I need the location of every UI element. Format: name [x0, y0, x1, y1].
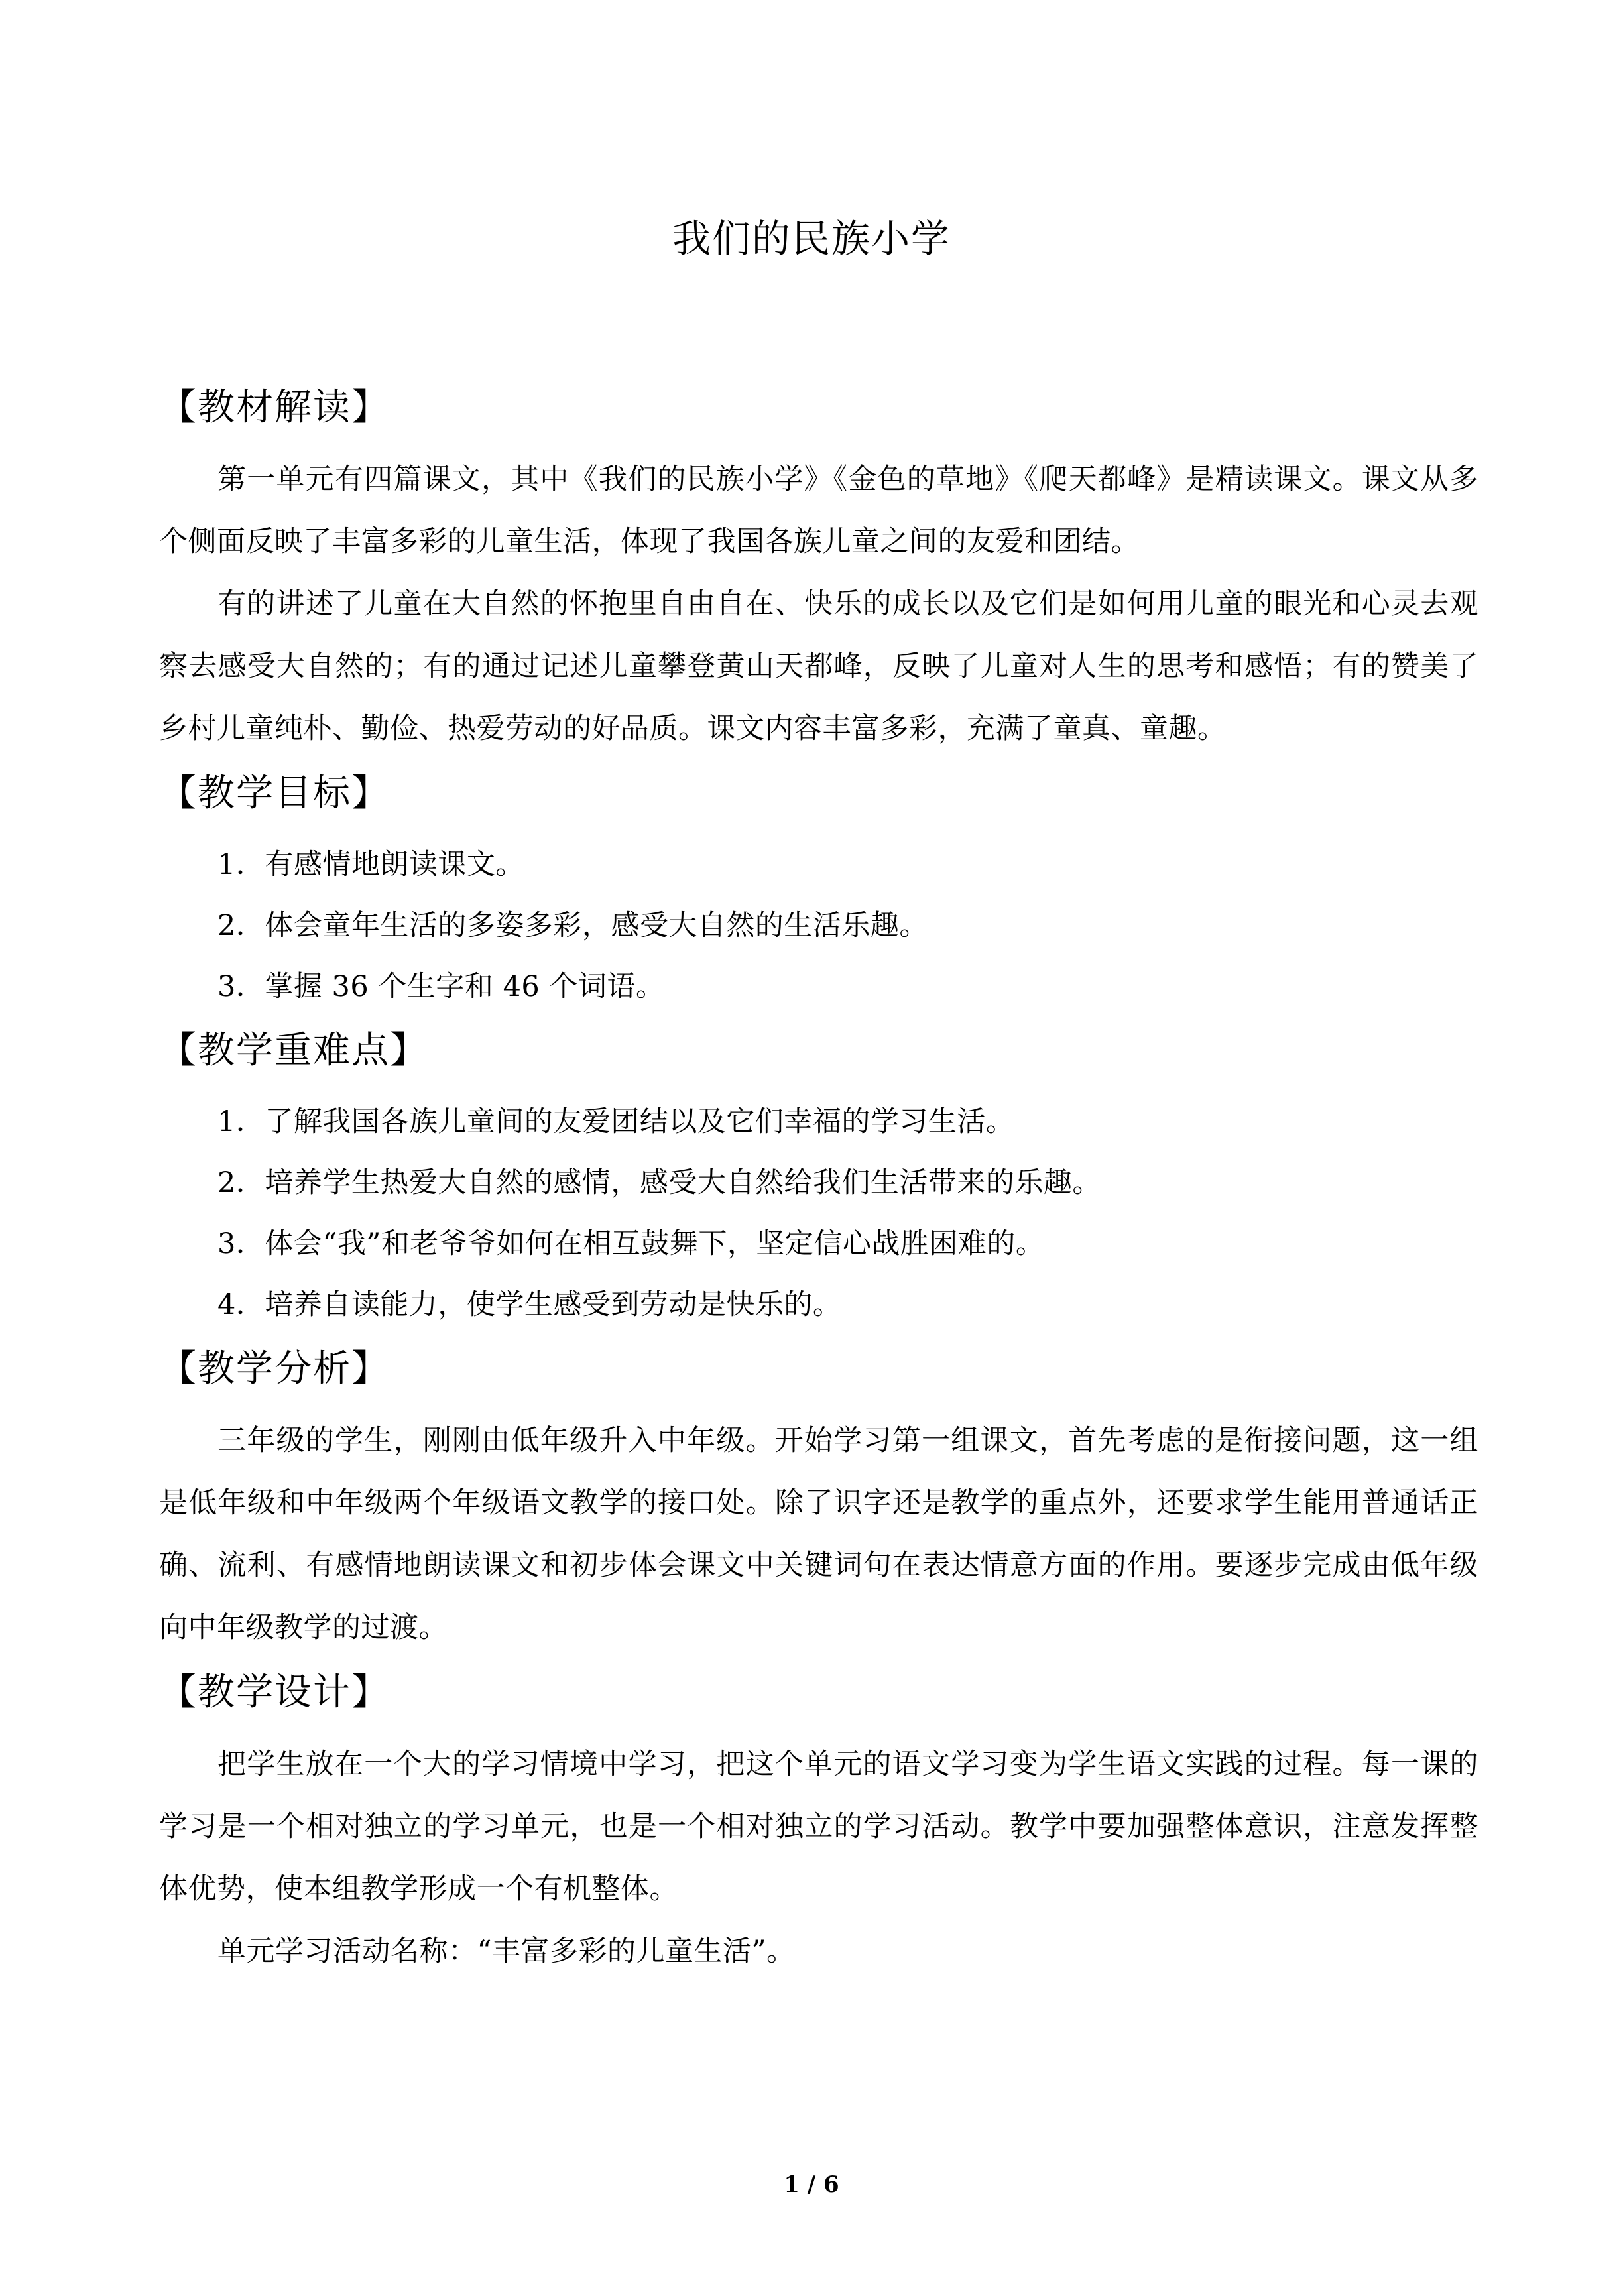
list-item: 4．培养自读能力，使学生感受到劳动是快乐的。 [217, 1288, 842, 1321]
section-heading: 【教材解读】 [159, 386, 390, 429]
section-textbook-interpretation [159, 378, 1478, 760]
section-teaching-design [159, 1663, 1478, 1982]
paragraph: 第一单元有四篇课文，其中《我们的民族小学》《金色的草地》《爬天都峰》是精读课文。课文从多个侧面反映了丰富多彩的儿童生活，体现了我国各族儿童之间的友爱和团结。 [159, 463, 1478, 558]
section-heading: 【教学分析】 [159, 1347, 390, 1390]
list-item: 1．了解我国各族儿童间的友爱团结以及它们幸福的学习生活。 [217, 1105, 1015, 1138]
list-item: 3．掌握 36 个生字和 46 个词语。 [217, 970, 665, 1003]
section-teaching-analysis [159, 1339, 1478, 1659]
page-number: 1 / 6 [784, 2171, 839, 2198]
list-item: 1．有感情地朗读课文。 [217, 848, 524, 881]
section-heading: 【教学设计】 [159, 1671, 390, 1714]
document-title: 我们的民族小学 [672, 216, 951, 261]
paragraph: 有的讲述了儿童在大自然的怀抱里自由自在、快乐的成长以及它们是如何用儿童的眼光和心灵去观察去感受大自然的；有的通过记述儿童攀登黄山天都峰，反映了儿童对人生的思考和感悟；有的赞美了乡村儿童纯朴、勤俭、热爱劳动的好品质。课文内容丰富多彩，充满了童真、童趣。 [159, 587, 1478, 745]
list-item: 2．体会童年生活的多姿多彩，感受大自然的生活乐趣。 [217, 909, 928, 942]
list-item: 2．培养学生热爱大自然的感情，感受大自然给我们生活带来的乐趣。 [217, 1166, 1101, 1199]
section-key-difficulties [159, 1021, 1478, 1335]
section-teaching-objectives [159, 764, 1478, 1017]
section-heading: 【教学目标】 [159, 772, 390, 815]
list-item: 3．体会“我”和老爷爷如何在相互鼓舞下，坚定信心战胜困难的。 [217, 1227, 1045, 1260]
document-body [159, 378, 1478, 1986]
section-heading: 【教学重难点】 [159, 1029, 428, 1072]
paragraph: 把学生放在一个大的学习情境中学习，把这个单元的语文学习变为学生语文实践的过程。每一课的学习是一个相对独立的学习单元，也是一个相对独立的学习活动。教学中要加强整体意识，注意发挥整体优势，使本组教学形成一个有机整体。 [159, 1748, 1478, 1905]
paragraph: 三年级的学生，刚刚由低年级升入中年级。开始学习第一组课文，首先考虑的是衔接问题，这一组是低年级和中年级两个年级语文教学的接口处。除了识字还是教学的重点外，还要求学生能用普通话正确、流利、有感情地朗读课文和初步体会课文中关键词句在表达情意方面的作用。要逐步完成由低年级向中年级教学的过渡。 [159, 1424, 1478, 1644]
paragraph: 单元学习活动名称：“丰富多彩的儿童生活”。 [217, 1935, 796, 1968]
